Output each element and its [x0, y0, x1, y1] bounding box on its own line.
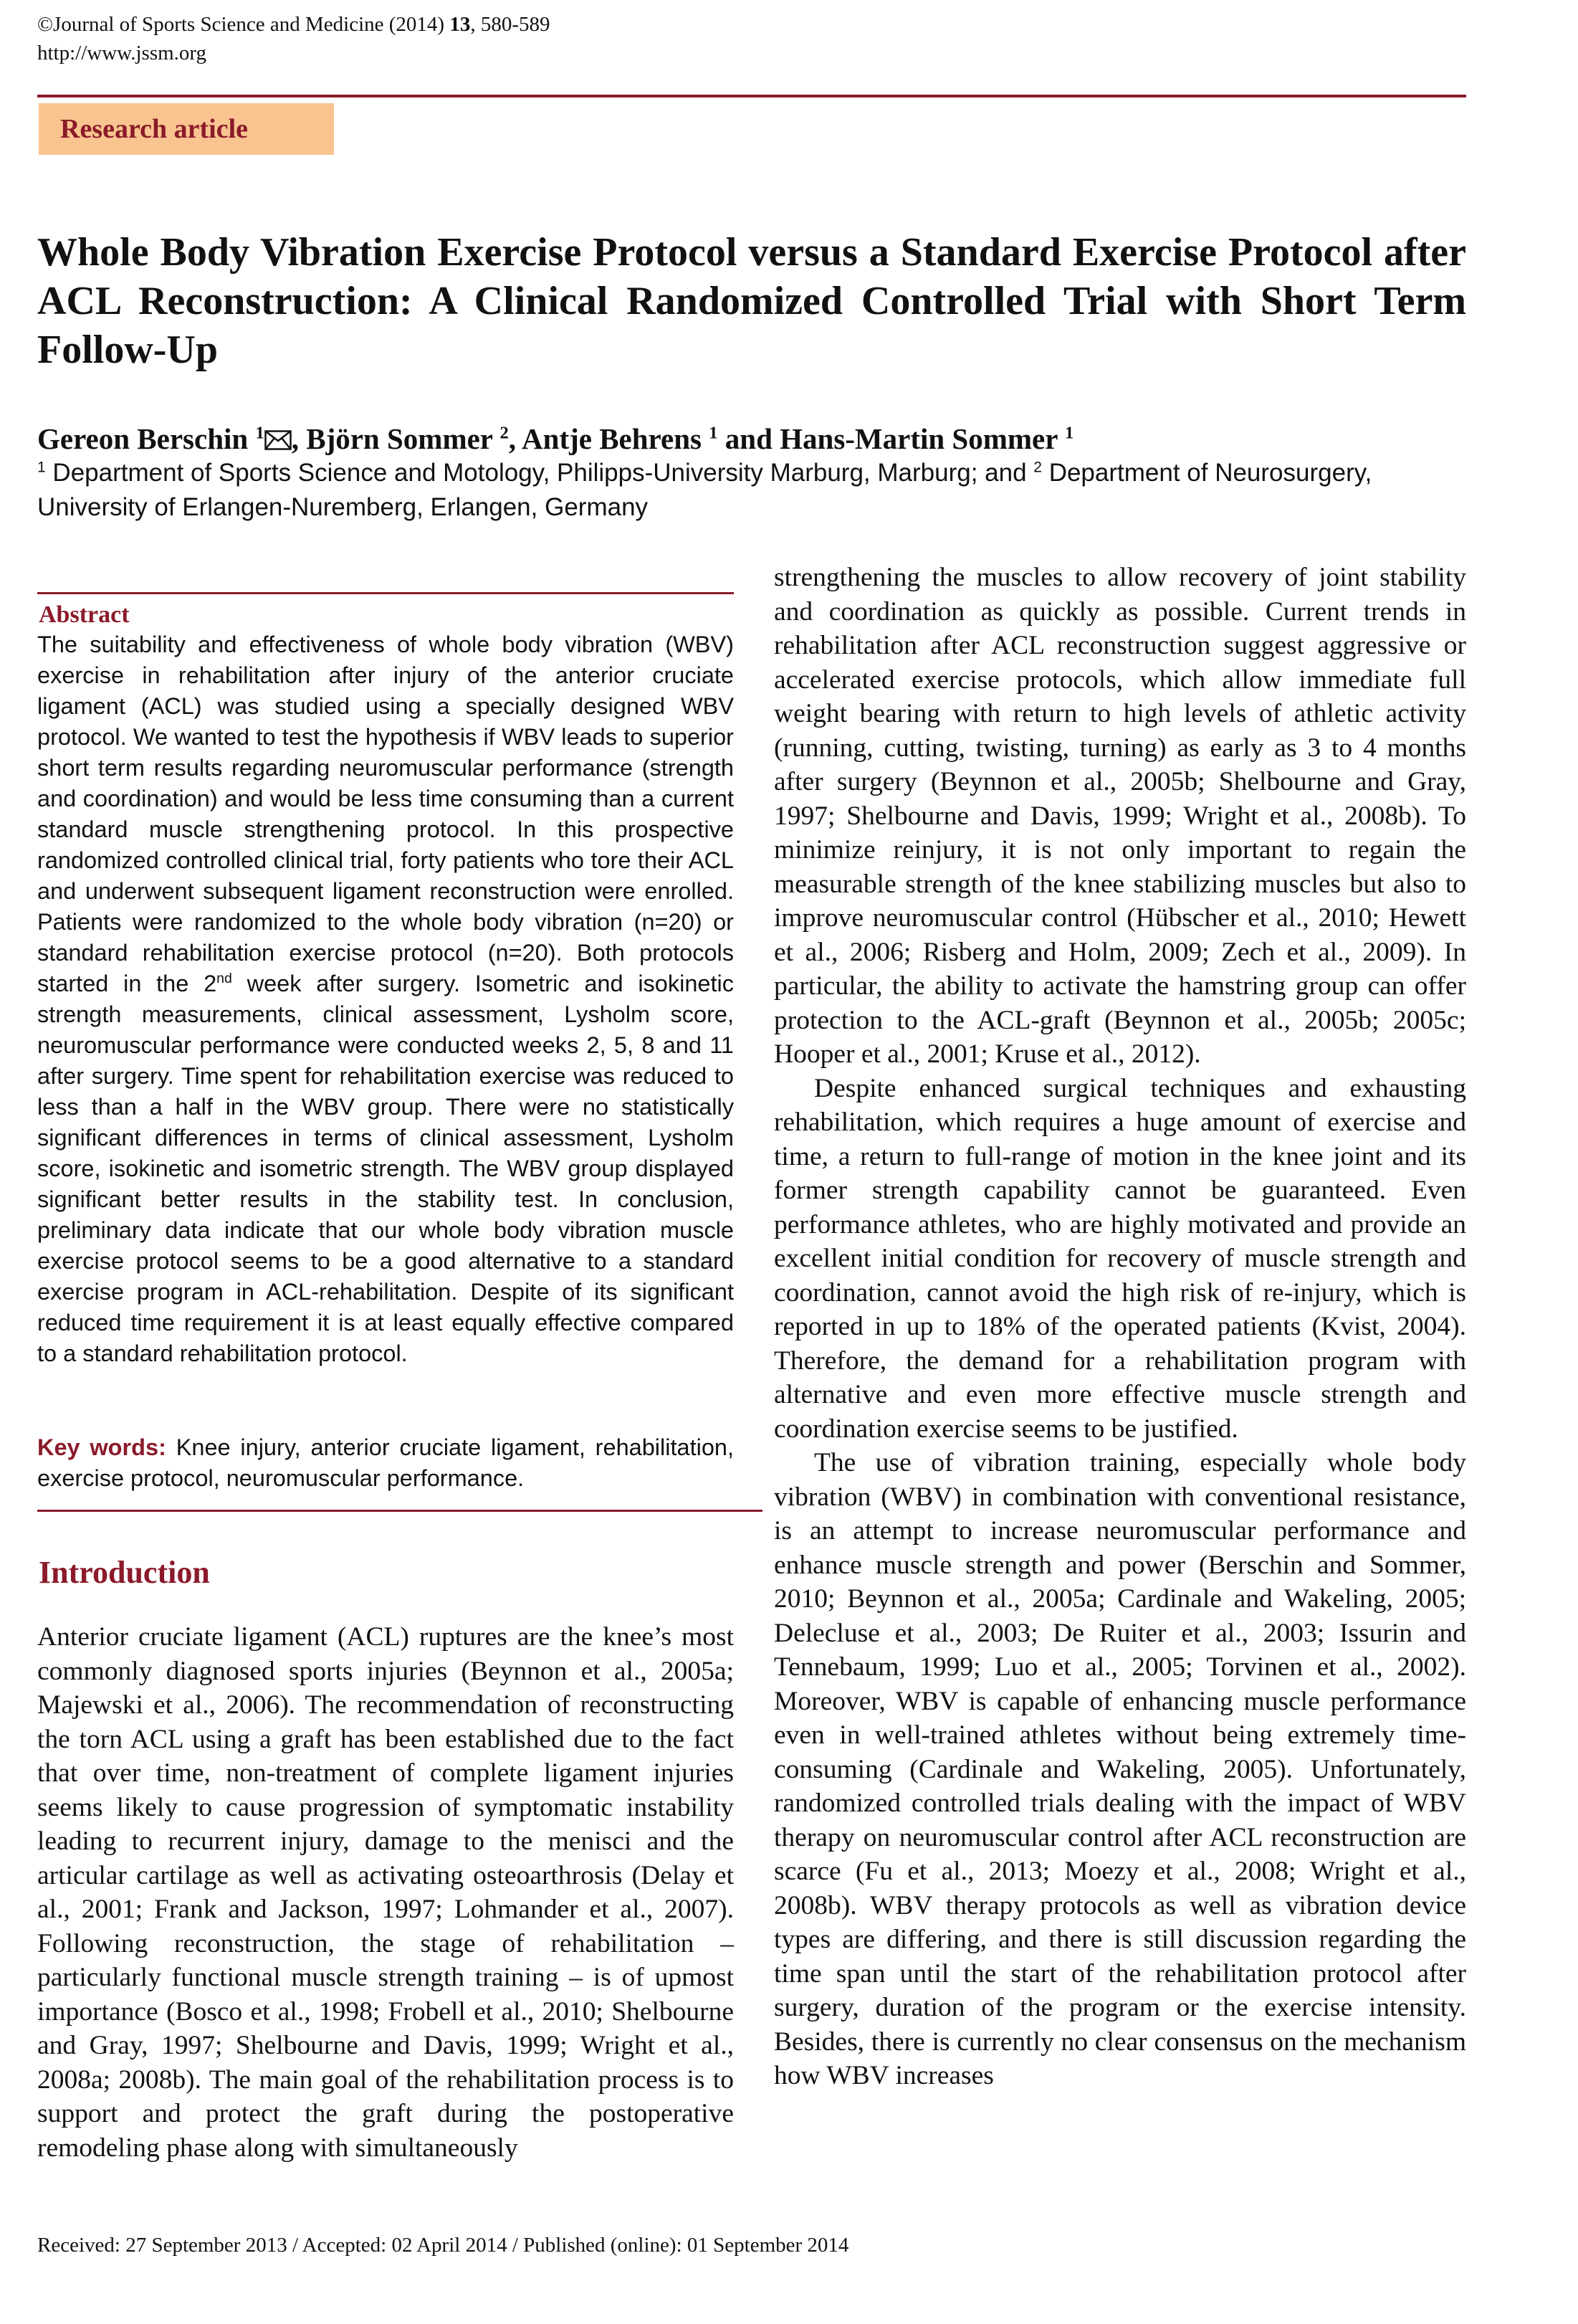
abstract-text-part: week after surgery. Isometric and isokinetic strength measurements, clinical assessment, Lysholm score, neuromuscular performance were conducted weeks 2, 5, 8 and 11 after surgery. Time spent for rehabilitation exercise was reduced to less than a half in the WBV group. There were no statistically significant differences in terms of clinical assessment, Lysholm score, isokinetic and isometric strength. The WBV group displayed significant better results in the stability test. In conclusion, preliminary data indicate that our whole body vibration muscle exercise protocol seems to be a good alternative to a standard exercise program in ACL-rehabilitation. Despite of its significant reduced time requirement it is at least equally effective compared to a standard rehabilitation protocol. [37, 971, 734, 1366]
author-name: , Antje Behrens [508, 422, 702, 455]
journal-citation [37, 10, 550, 39]
journal-name: ©Journal of Sports Science and Medicine (2014) [37, 13, 450, 36]
header-divider [37, 95, 1466, 97]
author-list [37, 420, 1466, 457]
affiliation-marker: 2 [1033, 459, 1042, 476]
journal-pages: , 580-589 [470, 13, 550, 36]
abstract-divider-top [37, 592, 734, 594]
abstract-heading: Abstract [39, 601, 130, 628]
journal-volume: 13 [449, 13, 471, 36]
abstract-text [37, 629, 734, 1369]
affiliation-marker: 1 [1064, 423, 1074, 443]
keywords-label: Key words: [37, 1434, 166, 1460]
keywords-text: Knee injury, anterior cruciate ligament, rehabilitation, exercise protocol, neuromuscular performance. [37, 1434, 734, 1491]
affiliation-marker: 2 [499, 423, 509, 443]
journal-url[interactable]: http://www.jssm.org [37, 42, 207, 65]
affiliation-marker: 1 [709, 423, 718, 443]
introduction-paragraph: Despite enhanced surgical techniques and exhausting rehabilitation, which requires a huge amount of exercise and time, a return to full-range of motion in the knee joint and its former strength capability cannot be guaranteed. Even performance athletes, who are highly motivated and provide an excellent initial condition for recovery of muscle strength and coordination, cannot avoid the high risk of re-injury, which is reported in up to 18% of the operated patients (Kvist, 2004). Therefore, the demand for a rehabilitation program with alternative and even more effective muscle strength and coordination exercise seems to be justified. [774, 1073, 1466, 1444]
affiliation-text: Department of Sports Science and Motology, Philipps-University Marburg, Marburg; and [45, 459, 1034, 487]
section-heading-introduction: Introduction [39, 1555, 210, 1590]
author-name: and Hans-Martin Sommer [717, 422, 1058, 455]
affiliation-marker: 1 [37, 459, 46, 476]
abstract-text-part: The suitability and effectiveness of whole body vibration (WBV) exercise in rehabilitation after injury of the anterior cruciate ligament (ACL) was studied using a specially designed WBV protocol. We wanted to test the hypothesis if WBV leads to superior short term results regarding neuromuscular performance (strength and coordination) and would be less time consuming than a current standard muscle strengthening protocol. In this prospective randomized controlled clinical trial, forty patients who tore their ACL and underwent subsequent ligament reconstruction were enrolled. Patients were randomized to the whole body vibration (n=20) or standard rehabilitation exercise protocol (n=20). Both protocols started in the 2 [37, 632, 734, 996]
envelope-icon[interactable] [264, 430, 292, 450]
publication-dates: Received: 27 September 2013 / Accepted: 02 April 2014 / Published (online): 01 September 2014 [37, 2234, 849, 2257]
article-type-badge: Research article [39, 103, 334, 155]
introduction-paragraph-continued: strengthening the muscles to allow recovery of joint stability and coordination as quickly as possible. Current trends in rehabilitation after ACL reconstruction suggest aggressive or accelerated exercise protocols, which allow immediate full weight bearing with return to high levels of athletic activity (running, cutting, twisting, turning) as early as 3 to 4 months after surgery (Beynnon et al., 2005b; Shelbourne and Gray, 1997; Shelbourne and Davis, 1999; Wright et al., 2008b). To minimize reinjury, it is not only important to regain the measurable strength of the knee stabilizing muscles but also to improve neuromuscular control (Hübscher et al., 2010; Hewett et al., 2006; Risberg and Holm, 2009; Zech et al., 2009). In particular, the ability to activate the hamstring group can offer protection to the ACL-graft (Beynnon et al., 2005b; 2005c; Hooper et al., 2001; Kruse et al., 2012). [774, 563, 1466, 1069]
keywords [37, 1432, 734, 1494]
journal-header [37, 10, 550, 67]
abstract-divider-bottom [37, 1510, 762, 1512]
affiliations [37, 456, 1466, 525]
right-column [774, 561, 1466, 2093]
introduction-paragraph: Anterior cruciate ligament (ACL) ruptures are the knee’s most commonly diagnosed sports injuries (Beynnon et al., 2005a; Majewski et al., 2006). The recommendation of reconstructing the torn ACL using a graft has been established due to the fact that over time, non-treatment of complete ligament injuries seems likely to cause progression of symptomatic instability leading to recurrent injury, damage to the menisci and the articular cartilage as well as activating osteoarthrosis (Delay et al., 2001; Frank and Jackson, 1997; Lohmander et al., 2007). Following reconstruction, the stage of rehabilitation – particularly functional muscle strength training – is of upmost importance (Bosco et al., 1998; Frobell et al., 2010; Shelbourne and Gray, 1997; Shelbourne and Davis, 1999; Wright et al., 2008a; 2008b). The main goal of the rehabilitation process is to support and protect the graft during the postoperative remodeling phase along with simultaneously [37, 1622, 734, 2163]
author-name: , Björn Sommer [291, 422, 493, 455]
article-title: Whole Body Vibration Exercise Protocol versus a Standard Exercise Protocol after ACL Reconstruction: A Clinical Randomized Controlled Trial with Short Term Follow-Up [37, 230, 1466, 372]
ordinal-suffix: nd [216, 971, 232, 987]
affiliation-marker: 1 [255, 423, 264, 443]
introduction-paragraph: The use of vibration training, especially whole body vibration (WBV) in combination with conventional resistance, is an attempt to increase neuromuscular performance and enhance muscle strength and power (Berschin and Sommer, 2010; Beynnon et al., 2005a; Cardinale and Wakeling, 2005; Delecluse et al., 2003; De Ruiter et al., 2003; Issurin and Tennebaum, 1999; Luo et al., 2005; Torvinen et al., 2002). Moreover, WBV is capable of enhancing muscle performance even in well-trained athletes without being extremely time-consuming (Cardinale and Wakeling, 2005). Unfortunately, randomized controlled trials dealing with the impact of WBV therapy on neuromuscular control after ACL reconstruction are scarce (Fu et al., 2013; Moezy et al., 2008; Wright et al., 2008b). WBV therapy protocols as well as vibration device types are differing, and there is still discussion regarding the time span until the start of the rehabilitation protocol after surgery, duration of the program or the exercise intensity. Besides, there is currently no clear consensus on the mechanism how WBV increases [774, 1448, 1466, 2090]
author-name: Gereon Berschin [37, 422, 249, 455]
affiliation-text: Department of Neurosurgery, University of Erlangen-Nuremberg, Erlangen, Germany [37, 459, 1372, 521]
